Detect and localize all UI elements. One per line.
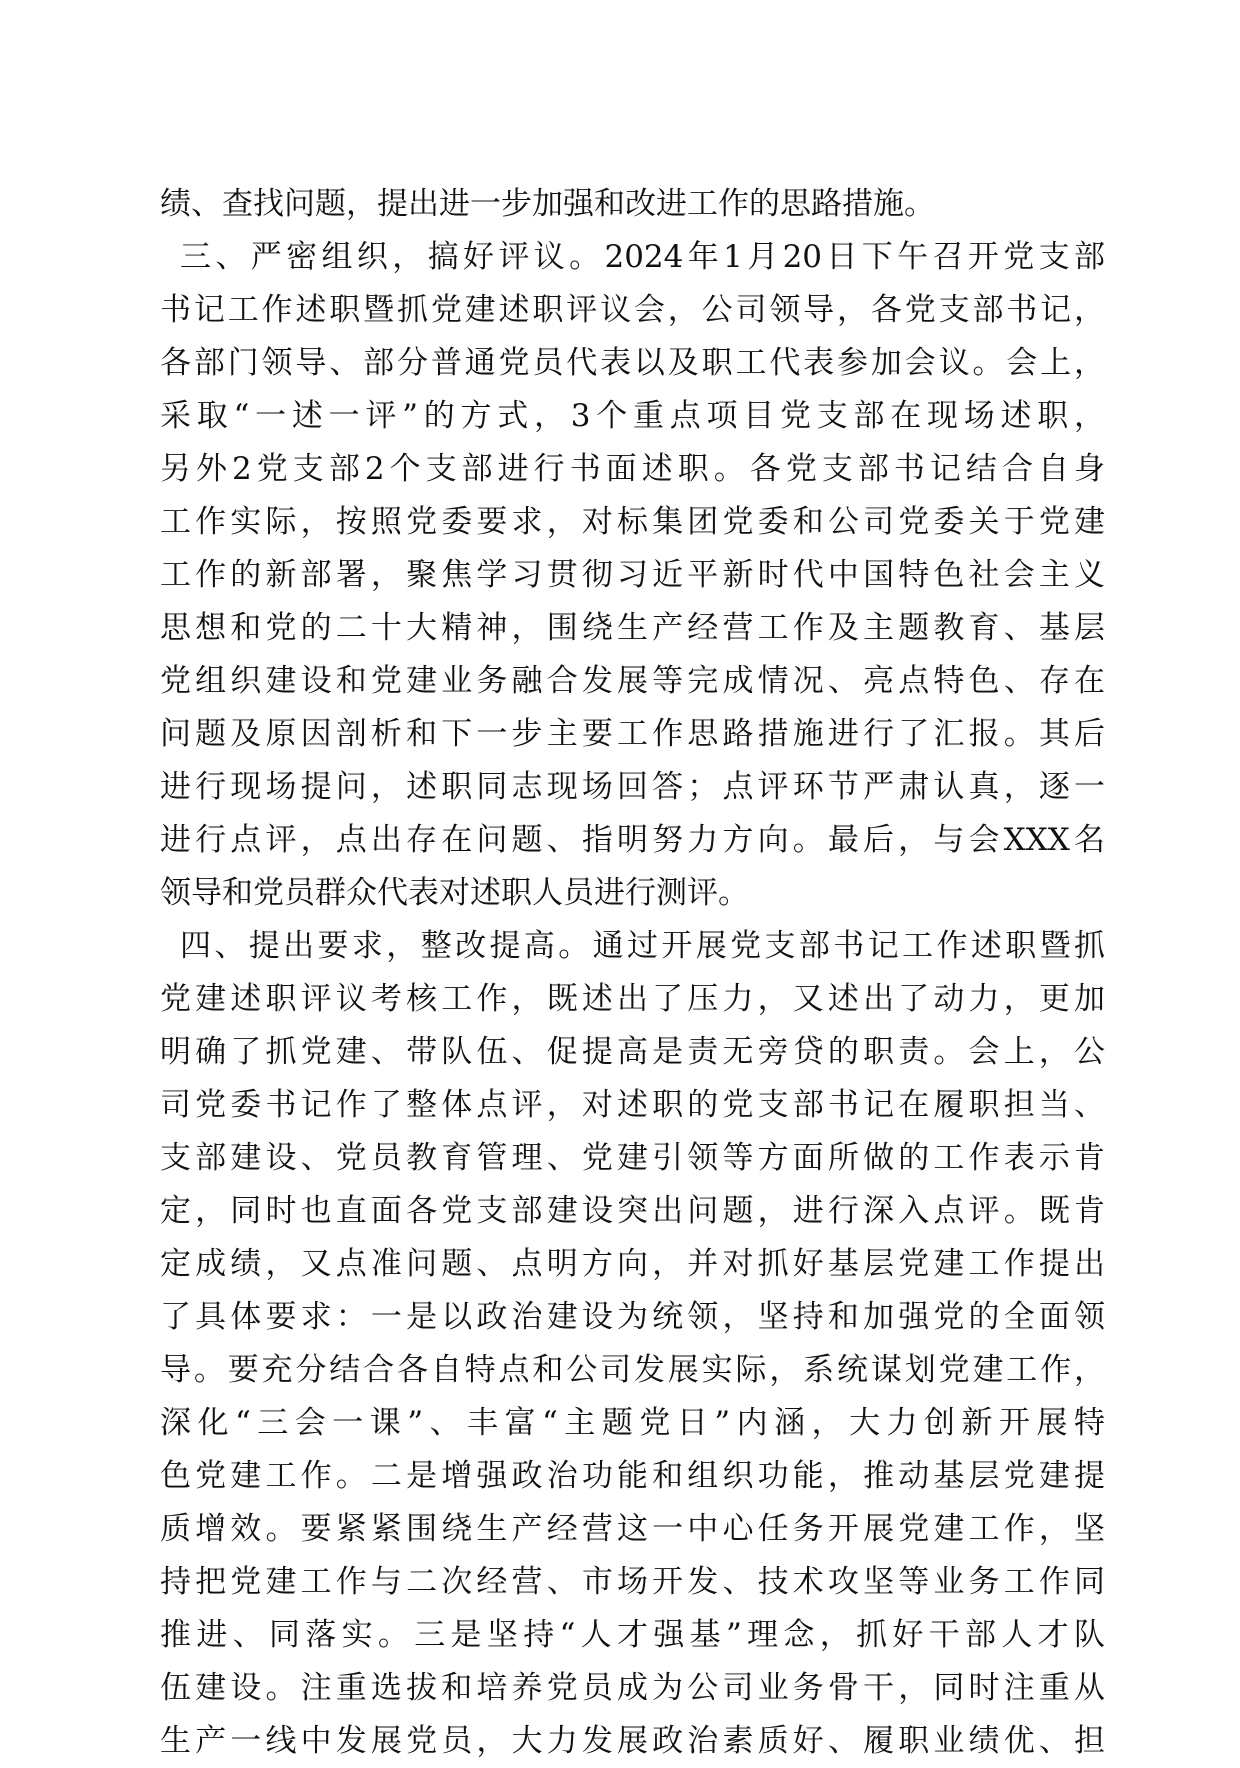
text-line: 色党建工作。二是增强政治功能和组织功能，推动基层党建提: [160, 1458, 1105, 1494]
text-line: 书记工作述职暨抓党建述职评议会，公司领导，各党支部书记，: [160, 292, 1105, 328]
section-three-heading-line: 三、严密组织，搞好评议。2024年1月20日下午召开党支部: [180, 239, 1105, 275]
text-line: 采取“一述一评”的方式，3个重点项目党支部在现场述职，: [160, 398, 1105, 434]
text-line: 定，同时也直面各党支部建设突出问题，进行深入点评。既肯: [160, 1193, 1105, 1229]
text-line: 深化“三会一课”、丰富“主题党日”内涵，大力创新开展特: [160, 1405, 1105, 1441]
text-line: 明确了抓党建、带队伍、促提高是责无旁贷的职责。会上，公: [160, 1034, 1105, 1070]
text-line: 定成绩，又点准问题、点明方向，并对抓好基层党建工作提出: [160, 1246, 1105, 1282]
text-line: 支部建设、党员教育管理、党建引领等方面所做的工作表示肯: [160, 1140, 1105, 1176]
text-line: 党组织建设和党建业务融合发展等完成情况、亮点特色、存在: [160, 663, 1105, 699]
text-line: 进行点评，点出存在问题、指明努力方向。最后，与会XXX名: [160, 822, 1105, 858]
text-line: 问题及原因剖析和下一步主要工作思路措施进行了汇报。其后: [160, 716, 1105, 752]
text-line: 各部门领导、部分普通党员代表以及职工代表参加会议。会上，: [160, 345, 1105, 381]
text-line: 导。要充分结合各自特点和公司发展实际，系统谋划党建工作，: [160, 1352, 1105, 1388]
text-line: 党建述职评议考核工作，既述出了压力，又述出了动力，更加: [160, 981, 1105, 1017]
text-line: 领导和党员群众代表对述职人员进行测评。: [160, 875, 749, 911]
document-page: [160, 178, 1105, 1768]
text-line: 思想和党的二十大精神，围绕生产经营工作及主题教育、基层: [160, 610, 1105, 646]
text-line: 进行现场提问，述职同志现场回答；点评环节严肃认真，逐一: [160, 769, 1105, 805]
text-line: 司党委书记作了整体点评，对述职的党支部书记在履职担当、: [160, 1087, 1105, 1123]
text-line: 工作的新部署，聚焦学习贯彻习近平新时代中国特色社会主义: [160, 557, 1105, 593]
text-line: 绩、查找问题，提出进一步加强和改进工作的思路措施。: [160, 186, 935, 222]
text-line: 了具体要求：一是以政治建设为统领，坚持和加强党的全面领: [160, 1299, 1105, 1335]
text-line: 推进、同落实。三是坚持“人才强基”理念，抓好干部人才队: [160, 1617, 1105, 1653]
text-line: 伍建设。注重选拔和培养党员成为公司业务骨干，同时注重从: [160, 1670, 1105, 1706]
section-four-heading-line: 四、提出要求，整改提高。通过开展党支部书记工作述职暨抓: [180, 928, 1105, 964]
text-line: 工作实际，按照党委要求，对标集团党委和公司党委关于党建: [160, 504, 1105, 540]
text-line: 生产一线中发展党员，大力发展政治素质好、履职业绩优、担: [160, 1723, 1105, 1759]
text-line: 质增效。要紧紧围绕生产经营这一中心任务开展党建工作，坚: [160, 1511, 1105, 1547]
text-line: 持把党建工作与二次经营、市场开发、技术攻坚等业务工作同: [160, 1564, 1105, 1600]
text-line: 另外2党支部2个支部进行书面述职。各党支部书记结合自身: [160, 451, 1105, 487]
